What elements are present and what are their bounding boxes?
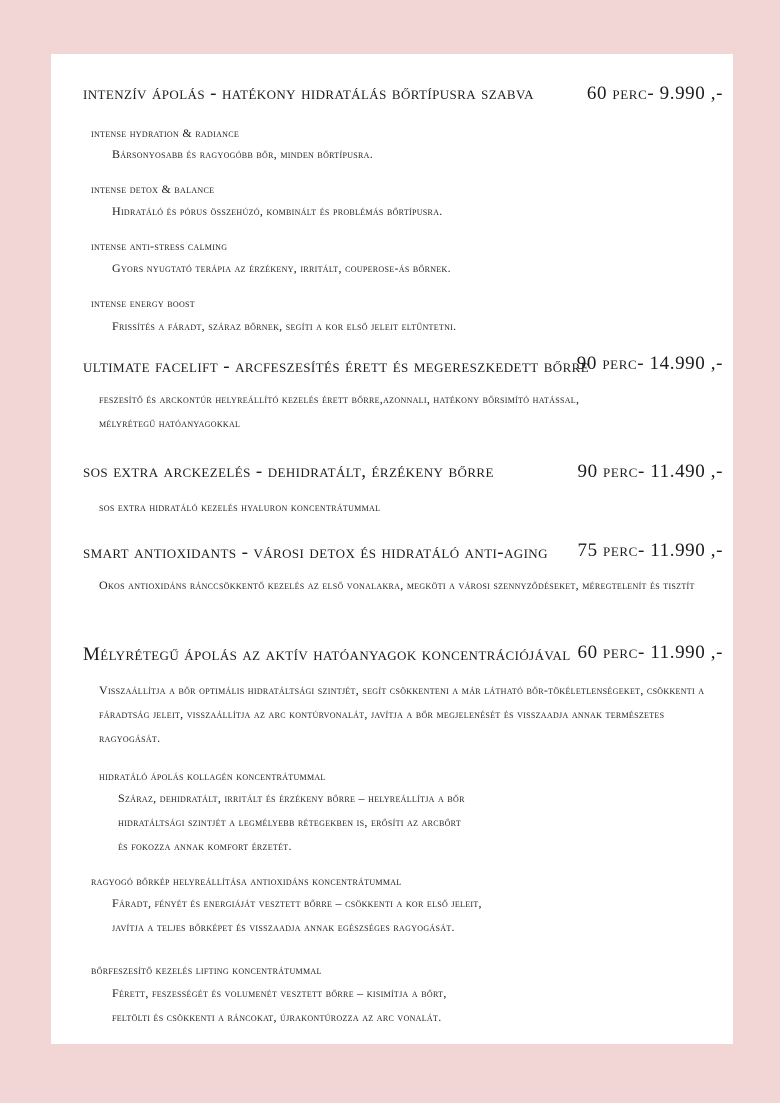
section-desc: Visszaállítja a bőr optimális hidratáltsági szintjét, segít csökkenteni a már látható bőr-tökéletlenségeket, csökkenti a fáradtság jeleit, visszaállítja az arc kontúrvonalát, javítja a bőr megjelenését és visszaadja annak természetes ragyogását. <box>99 683 705 745</box>
treatment-desc: Hidratáló és pórus összehúzó, kombinált és problémás bőrtípusra. <box>112 204 443 218</box>
treatment-desc: Bársonyosabb és ragyogóbb bőr, minden bőrtípusra. <box>112 147 374 161</box>
treatment-name: intense anti-stress calming <box>91 239 228 253</box>
section-title: Mélyrétegű ápolás az aktív hatóanyagok koncentrációjával <box>83 644 571 665</box>
treatment-name: intense hydration & radiance <box>91 126 240 140</box>
section-title: intenzív ápolás - hatékony hidratálás bőrtípusra szabva <box>83 83 534 104</box>
section-title: smart antioxidants - városi detox és hidratáló anti-aging <box>83 542 548 563</box>
section-price: 90 perc- 11.490 ,- <box>577 461 723 482</box>
treatment-desc: Gyors nyugtató terápia az érzékeny, irritált, couperose-ás bőrnek. <box>112 261 451 275</box>
treatment-desc: Fáradt, fényét és energiáját vesztett bőrre – csökkenti a kor első jeleit, javítja a teljes bőrképet és visszaadja annak egészséges ragyogását. <box>112 896 482 934</box>
section-desc: Okos antioxidáns ránccsökkentő kezelés az első vonalakra, megköti a városi szennyződéseket, méregtelenít és tisztít <box>99 578 695 592</box>
menu-page <box>51 54 733 1044</box>
section-title: ultimate facelift - arcfeszesítés érett és megereszkedett bőrre <box>83 356 590 377</box>
treatment-name: bőrfeszesítő kezelés lifting koncentrátummal <box>91 963 322 977</box>
section-price: 60 perc- 11.990 ,- <box>577 642 723 663</box>
section-price: 90 perc- 14.990 ,- <box>576 353 723 374</box>
treatment-desc: Férett, feszességét és volumenét vesztett bőrre – kisimítja a bőrt, feltölti és csökkenti a ráncokat, újrakontúrozza az arc vonalát. <box>112 986 447 1024</box>
section-title: sos extra arckezelés - dehidratált, érzékeny bőrre <box>83 461 494 482</box>
section-price: 75 perc- 11.990 ,- <box>577 540 723 561</box>
treatment-desc: Frissítés a fáradt, száraz bőrnek, segíti a kor első jeleit eltűntetni. <box>112 319 457 333</box>
treatment-name: intense energy boost <box>91 296 195 310</box>
section-desc: sos extra hidratáló kezelés hyaluron koncentrátummal <box>99 500 381 514</box>
treatment-name: hidratáló ápolás kollagén koncentrátummal <box>99 769 326 783</box>
treatment-desc: Száraz, dehidratált, irritált és érzékeny bőrre – helyreállítja a bőr hidratáltsági szintjét a legmélyebb rétegekben is, erősíti az arcbőrt és fokozza annak komfort érzetét. <box>118 791 465 853</box>
treatment-name: intense detox & balance <box>91 182 215 196</box>
treatment-name: ragyogó bőrkép helyreállítása antioxidáns koncentrátummal <box>91 874 402 888</box>
section-price: 60 perc- 9.990 ,- <box>586 83 723 104</box>
section-desc: feszesítő és arckontúr helyreállító kezelés érett bőrre,azonnali, hatékony bőrsimító hatással, mélyrétegű hatóanyagokkal <box>99 392 580 430</box>
